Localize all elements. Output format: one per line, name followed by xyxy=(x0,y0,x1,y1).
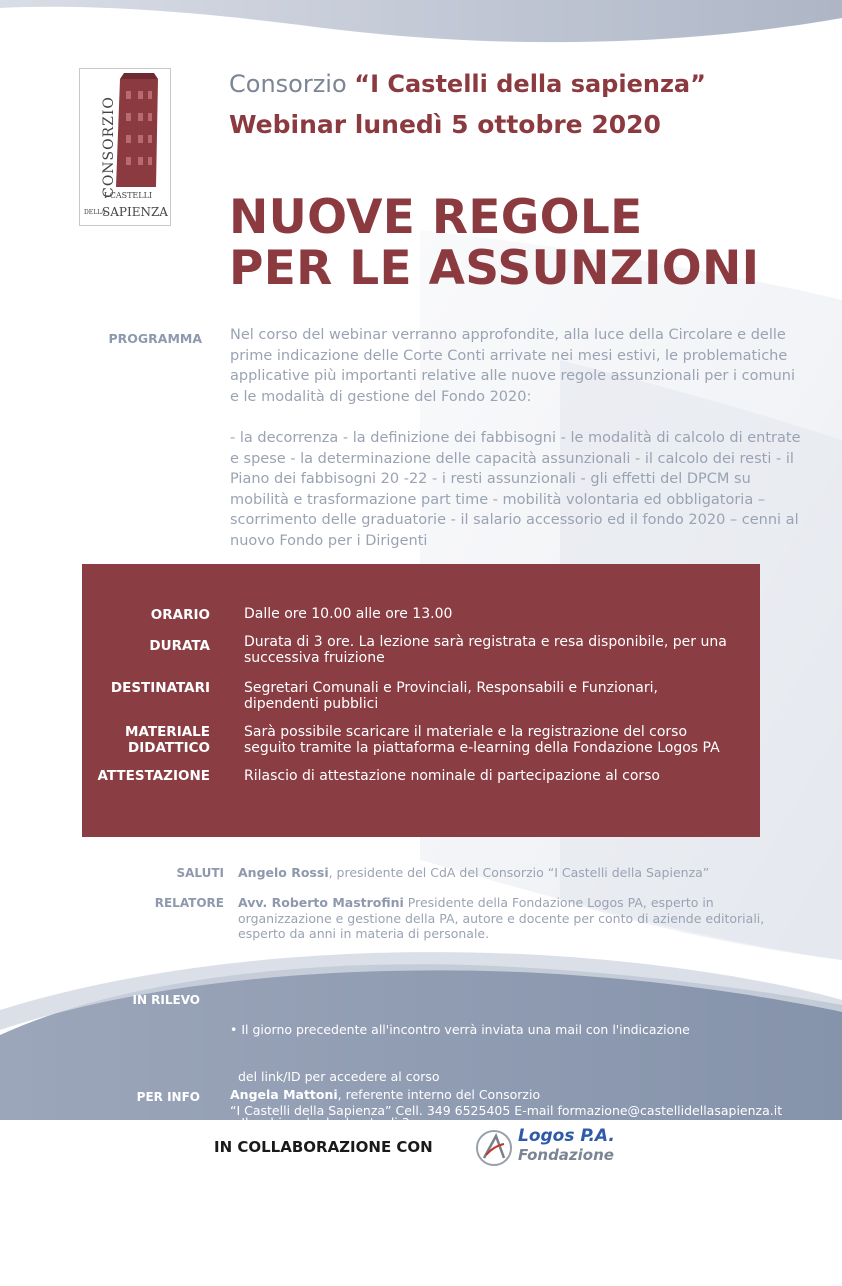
relatore-name: Avv. Roberto Mastrofini xyxy=(238,895,404,910)
orario-label: ORARIO xyxy=(150,607,210,623)
rilievo-item: del link/ID per accedere al corso xyxy=(230,1068,440,1084)
tower-icon xyxy=(80,69,170,225)
consorzio-heading xyxy=(229,70,706,98)
info-role: , referente interno del Consorzio xyxy=(337,1087,541,1102)
info-text xyxy=(230,1087,810,1118)
materiale-value: Sarà possibile scaricare il materiale e la registrazione del corso seguito tramite la piattaforma e-learning della Fondazione Logos PA xyxy=(244,724,720,756)
page-title xyxy=(229,192,759,294)
logo-text-consorzio: CONSORZIO xyxy=(100,96,117,198)
programma-topics: - la decorrenza - la definizione dei fabbisogni - le modalità di calcolo di entrate e spese - la determinazione delle capacità assunzionali - il calcolo dei resti - il Piano dei fabbisogni 20 -22 - i resti assunzionali - gli effetti del DPCM su mobilità e trasformazione part time - mobilità volontaria ed obbligatoria – scorrimento delle graduatorie - il salario accessorio ed il fondo 2020 – cenni al nuovo Fondo per i Dirigenti xyxy=(230,430,801,549)
durata-label: DURATA xyxy=(149,638,210,654)
destinatari-value: Segretari Comunali e Provinciali, Responsabili e Funzionari, dipendenti pubblici xyxy=(244,680,658,712)
logos-fondazione: Fondazione xyxy=(518,1146,614,1164)
relatore-desc: Presidente della Fondazione Logos PA, esperto in organizzazione e gestione della PA, autore e docente per conto di aziende editoriali, esperto da anni in materia di personale. xyxy=(238,895,765,941)
consorzio-prefix: Consorzio xyxy=(229,70,347,98)
consorzio-logo xyxy=(79,68,171,226)
rilievo-item: • Il giorno precedente all'incontro verrà inviata una mail con l'indicazione xyxy=(230,1022,690,1037)
logo-text-sapienza: SAPIENZA xyxy=(102,205,168,219)
rilievo-item: • Possibilità di interagire con il relatore xyxy=(230,1161,474,1177)
title-line-1: NUOVE REGOLE xyxy=(229,190,643,245)
relatore-label: RELATORE xyxy=(154,896,224,910)
orario-value: Dalle ore 10.00 alle ore 13.00 xyxy=(244,606,453,622)
saluti-name: Angelo Rossi xyxy=(238,865,329,880)
rilievo-label: IN RILEVO xyxy=(132,993,200,1007)
attestazione-label: ATTESTAZIONE xyxy=(97,768,210,784)
info-name: Angela Mattoni xyxy=(230,1087,338,1102)
info-line-2: “I Castelli della Sapienza” Cell. 349 6525405 E-mail formazione@castellidellasapienza.it xyxy=(230,1102,783,1118)
title-line-2: PER LE ASSUNZIONI xyxy=(229,241,760,296)
consorzio-name: “I Castelli della sapienza” xyxy=(354,70,706,98)
programma-intro: Nel corso del webinar verranno approfondite, alla luce della Circolare e delle prime indicazione delle Corte Conti arrivate nei mesi estivi, le problematiche applicative più importanti relative alle nuove regole assunzionali per i comuni e le modalità di gestione del Fondo 2020: xyxy=(230,327,796,405)
durata-value: Durata di 3 ore. La lezione sarà registrata e resa disponibile, per una successiva fruizione xyxy=(244,634,727,666)
logo-text-castelli: I CASTELLI xyxy=(104,191,153,200)
relatore-text xyxy=(238,895,798,942)
saluti-desc: , presidente del CdA del Consorzio “I Castelli della Sapienza” xyxy=(328,865,710,880)
programma-label: PROGRAMMA xyxy=(108,331,202,346)
materiale-label-2: DIDATTICO xyxy=(128,740,210,756)
info-line-1 xyxy=(230,1087,810,1103)
logo-text-della: DELLA xyxy=(84,209,106,216)
logos-name: Logos P.A. xyxy=(518,1126,615,1146)
materiale-label xyxy=(90,724,210,756)
saluti-label: SALUTI xyxy=(176,866,224,880)
destinatari-label: DESTINATARI xyxy=(110,680,210,696)
info-label: PER INFO xyxy=(136,1090,200,1104)
rilievo-item: • Corsi registrati resi disponibili per una successiva fruizione xyxy=(230,1208,609,1223)
collab-label: IN COLLABORAZIONE CON xyxy=(214,1138,433,1156)
logos-circle-icon xyxy=(474,1128,514,1168)
saluti-text xyxy=(238,865,798,881)
materiale-label-1: MATERIALE xyxy=(125,724,210,740)
logos-pa-logo xyxy=(474,1124,624,1170)
rilievo-item: • Il webinar ha la durata di 3 ore xyxy=(230,1115,434,1130)
attestazione-value: Rilascio di attestazione nominale di partecipazione al corso xyxy=(244,768,660,784)
webinar-date: Webinar lunedì 5 ottobre 2020 xyxy=(229,110,661,139)
rilievo-item: • Materiale didattico scaricabile dalla piattaforma e-learning della Logos PA xyxy=(230,1254,702,1270)
